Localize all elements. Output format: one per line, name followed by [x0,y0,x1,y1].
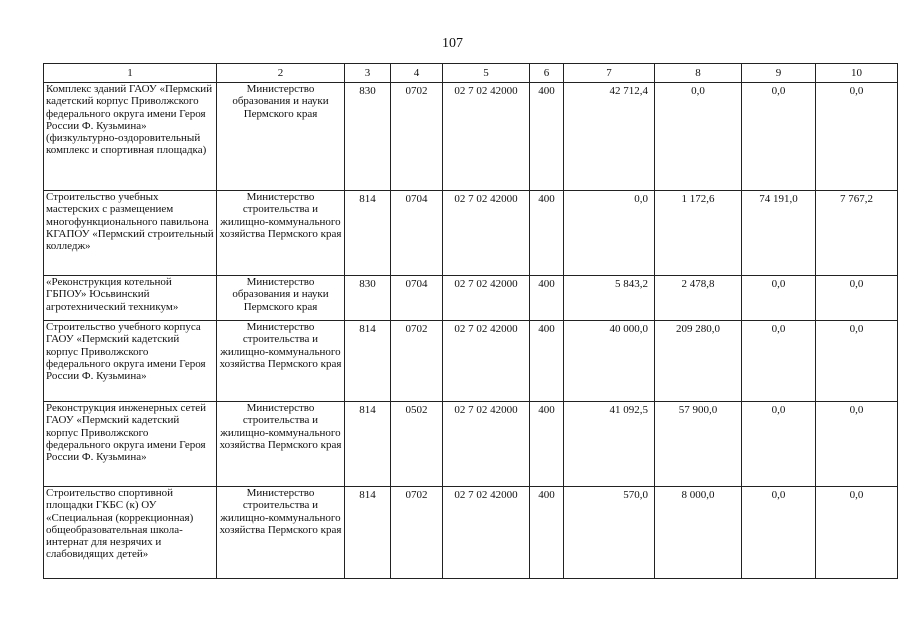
amount-cell-7: 0,0 [564,191,655,276]
section-cell: 0702 [391,487,443,579]
amount-cell-10: 0,0 [816,83,898,191]
target-article-cell: 02 7 02 42000 [443,321,530,402]
section-cell: 0704 [391,276,443,321]
code-cell: 830 [345,83,391,191]
organization-cell: Министерство строительства и жилищно-коммунального хозяйства Пермского края [217,402,345,487]
header-cell: 2 [217,64,345,83]
code-cell: 814 [345,191,391,276]
header-cell: 1 [44,64,217,83]
amount-cell-8: 2 478,8 [655,276,742,321]
header-cell: 8 [655,64,742,83]
expense-type-cell: 400 [530,83,564,191]
amount-cell-7: 5 843,2 [564,276,655,321]
amount-cell-9: 0,0 [742,83,816,191]
section-cell: 0702 [391,321,443,402]
expense-type-cell: 400 [530,402,564,487]
table-row [44,83,898,191]
code-cell: 830 [345,276,391,321]
amount-cell-10: 7 767,2 [816,191,898,276]
amount-cell-8: 8 000,0 [655,487,742,579]
amount-cell-7: 42 712,4 [564,83,655,191]
expense-type-cell: 400 [530,321,564,402]
header-cell: 6 [530,64,564,83]
organization-cell: Министерство строительства и жилищно-коммунального хозяйства Пермского края [217,487,345,579]
amount-cell-7: 40 000,0 [564,321,655,402]
amount-cell-10: 0,0 [816,487,898,579]
object-name-cell: Строительство спортивной площадки ГКБС (к) ОУ «Специальная (коррекционная) общеобразовательная школа-интернат для незрячих и слабовидящих детей» [44,487,217,579]
amount-cell-9: 74 191,0 [742,191,816,276]
table-header-row [44,64,898,83]
code-cell: 814 [345,487,391,579]
expense-type-cell: 400 [530,487,564,579]
organization-cell: Министерство образования и науки Пермского края [217,276,345,321]
amount-cell-9: 0,0 [742,321,816,402]
object-name-cell: Реконструкция инженерных сетей ГАОУ «Пермский кадетский корпус Приволжского федерального округа имени Героя России Ф. Кузьмина» [44,402,217,487]
amount-cell-10: 0,0 [816,402,898,487]
amount-cell-8: 0,0 [655,83,742,191]
amount-cell-7: 570,0 [564,487,655,579]
object-name-cell: Комплекс зданий ГАОУ «Пермский кадетский корпус Приволжского федерального округа имени Героя России Ф. Кузьмина» (физкультурно-оздоровительный комплекс и спортивная площадка) [44,83,217,191]
table-row [44,487,898,579]
code-cell: 814 [345,321,391,402]
section-cell: 0704 [391,191,443,276]
amount-cell-10: 0,0 [816,276,898,321]
object-name-cell: Строительство учебного корпуса ГАОУ «Пермский кадетский корпус Приволжского федерального округа имени Героя России Ф. Кузьмина» [44,321,217,402]
amount-cell-8: 209 280,0 [655,321,742,402]
header-cell: 4 [391,64,443,83]
table-row [44,191,898,276]
budget-table [43,63,898,579]
amount-cell-8: 1 172,6 [655,191,742,276]
target-article-cell: 02 7 02 42000 [443,83,530,191]
header-cell: 10 [816,64,898,83]
page-number: 107 [442,36,463,51]
object-name-cell: «Реконструкция котельной ГБПОУ» Юсьвинский агротехнический техникум» [44,276,217,321]
organization-cell: Министерство образования и науки Пермского края [217,83,345,191]
expense-type-cell: 400 [530,276,564,321]
target-article-cell: 02 7 02 42000 [443,487,530,579]
amount-cell-9: 0,0 [742,487,816,579]
target-article-cell: 02 7 02 42000 [443,402,530,487]
header-cell: 3 [345,64,391,83]
target-article-cell: 02 7 02 42000 [443,276,530,321]
amount-cell-10: 0,0 [816,321,898,402]
amount-cell-9: 0,0 [742,402,816,487]
object-name-cell: Строительство учебных мастерских с размещением многофункционального павильона КГАПОУ «Пермский строительный колледж» [44,191,217,276]
table-row [44,321,898,402]
section-cell: 0702 [391,83,443,191]
header-cell: 9 [742,64,816,83]
target-article-cell: 02 7 02 42000 [443,191,530,276]
table-row [44,276,898,321]
header-cell: 7 [564,64,655,83]
section-cell: 0502 [391,402,443,487]
amount-cell-7: 41 092,5 [564,402,655,487]
organization-cell: Министерство строительства и жилищно-коммунального хозяйства Пермского края [217,321,345,402]
header-cell: 5 [443,64,530,83]
amount-cell-9: 0,0 [742,276,816,321]
organization-cell: Министерство строительства и жилищно-коммунального хозяйства Пермского края [217,191,345,276]
table-row [44,402,898,487]
expense-type-cell: 400 [530,191,564,276]
code-cell: 814 [345,402,391,487]
amount-cell-8: 57 900,0 [655,402,742,487]
